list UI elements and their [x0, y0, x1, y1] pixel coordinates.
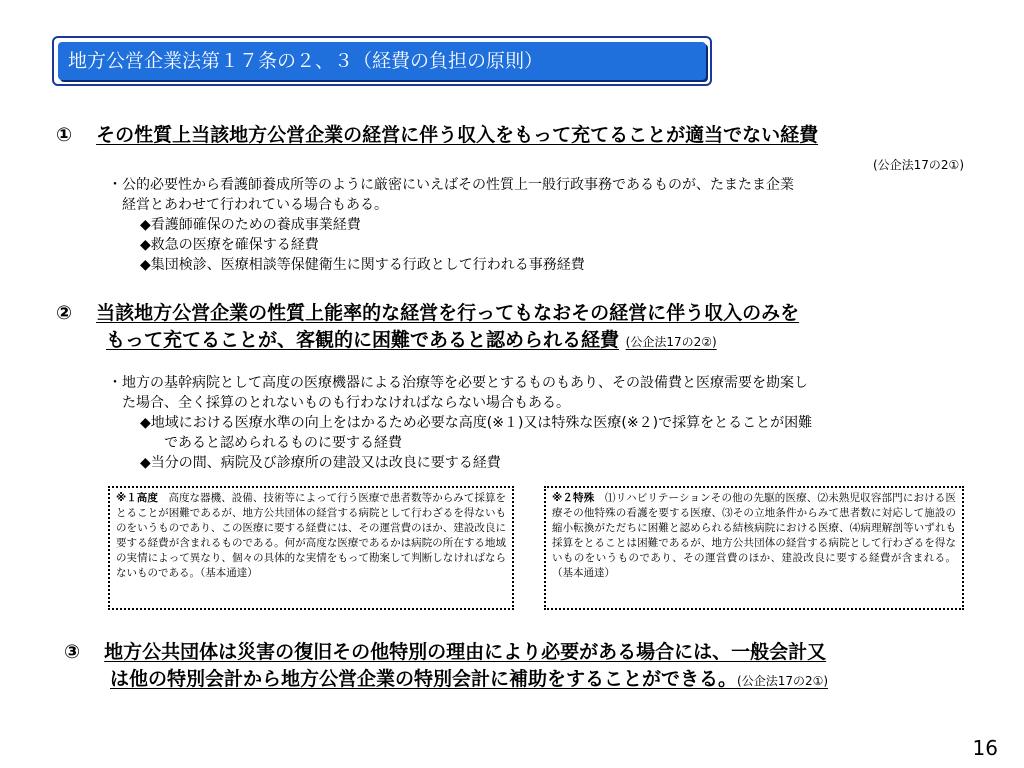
note2-text: ⑴リハビリテーションその他の先駆的医療、⑵未熟児収容部門における医療その他特殊の看護を要する医療、⑶その立地条件からみて患者数に対応して施設の縮小転換がただちに困難と認められる結核病院における医療、⑷病理解剖等いずれも採算をとることは困難であるが、地方公共団体の経営する病院として行わざるを得ないものをいうものであり、その運営費のほか、建設改良に要する経費が含まれる。（基本通達） — [552, 492, 956, 579]
section1-item: ◆看護師確保のための養成事業経費 — [140, 217, 361, 233]
page-number: 16 — [972, 736, 998, 760]
section1-heading — [56, 123, 818, 148]
section3-marker: ③ — [64, 641, 81, 663]
section2-item1-line1: ◆地域における医療水準の向上をはかるため必要な高度(※１)又は特殊な医療(※２)で採算をとることが困難 — [140, 415, 813, 431]
section1-para-line2: 経営とあわせて行われている場合もある。 — [122, 197, 388, 213]
section2-marker: ② — [56, 302, 73, 324]
section3-heading-line1: ③ 地方公共団体は災害の復旧その他特別の理由により必要がある場合には、一般会計又 — [64, 641, 827, 663]
section3-ref: (公企法17の2①) — [737, 674, 829, 688]
section2-para-line1: ・地方の基幹病院として高度の医療機器による治療等を必要とするものもあり、その設備費と医療需要を勘案し — [108, 375, 808, 391]
section1-ref: (公企法17の2①) — [872, 158, 964, 172]
note-advanced-medical — [108, 486, 514, 610]
section2-heading-line1: ② 当該地方公営企業の性質上能率的な経営を行ってもなおその経営に伴う収入のみを — [56, 302, 800, 324]
note1-text: 高度な器機、設備、技術等によって行う医療で患者数等からみて採算をとることが困難であるが、地方公共団体の経営する病院として行わざるを得ないものをいうものであり、この医療に要する経費には、その運営費のほか、建設改良に要する経費が含まれるものである。何が高度な医療であるかは病院の所在する地域の実情によって異なり、個々の具体的な実情をもって勘案して判断しなければならないものである。（基本通達） — [116, 492, 506, 579]
section2-item2: ◆当分の間、病院及び診療所の建設又は改良に要する経費 — [140, 455, 501, 471]
note1-label: ※１高度 — [116, 492, 158, 504]
section1-heading-text: その性質上当該地方公営企業の経営に伴う収入をもって充てることが適当でない経費 — [96, 124, 819, 146]
section2-item1-line2: であると認められるものに要する経費 — [164, 435, 402, 451]
section2-ref: (公企法17の2②) — [625, 335, 717, 349]
section2-heading-line2: もって充てることが、客観的に困難であると認められる経費 (公企法17の2②) — [106, 329, 717, 351]
section3-heading-line2: は他の特別会計から地方公営企業の特別会計に補助をすることができる。(公企法17の2①) — [110, 668, 829, 690]
section1-item: ◆救急の医療を確保する経費 — [140, 237, 319, 253]
page-title: 地方公営企業法第１７条の２、３（経費の負担の原則） — [58, 42, 706, 80]
section1-para-line1: ・公的必要性から看護師養成所等のように厳密にいえばその性質上一般行政事務であるものが、たまたま企業 — [108, 177, 794, 193]
section2-para-line2: た場合、全く採算のとれないものも行わなければならない場合もある。 — [122, 395, 570, 411]
title-box — [52, 36, 712, 86]
note2-label: ※２特殊 — [552, 492, 595, 504]
note-special-medical — [544, 486, 964, 610]
section1-marker: ① — [56, 124, 73, 146]
section1-item: ◆集団検診、医療相談等保健衛生に関する行政として行われる事務経費 — [140, 257, 585, 273]
